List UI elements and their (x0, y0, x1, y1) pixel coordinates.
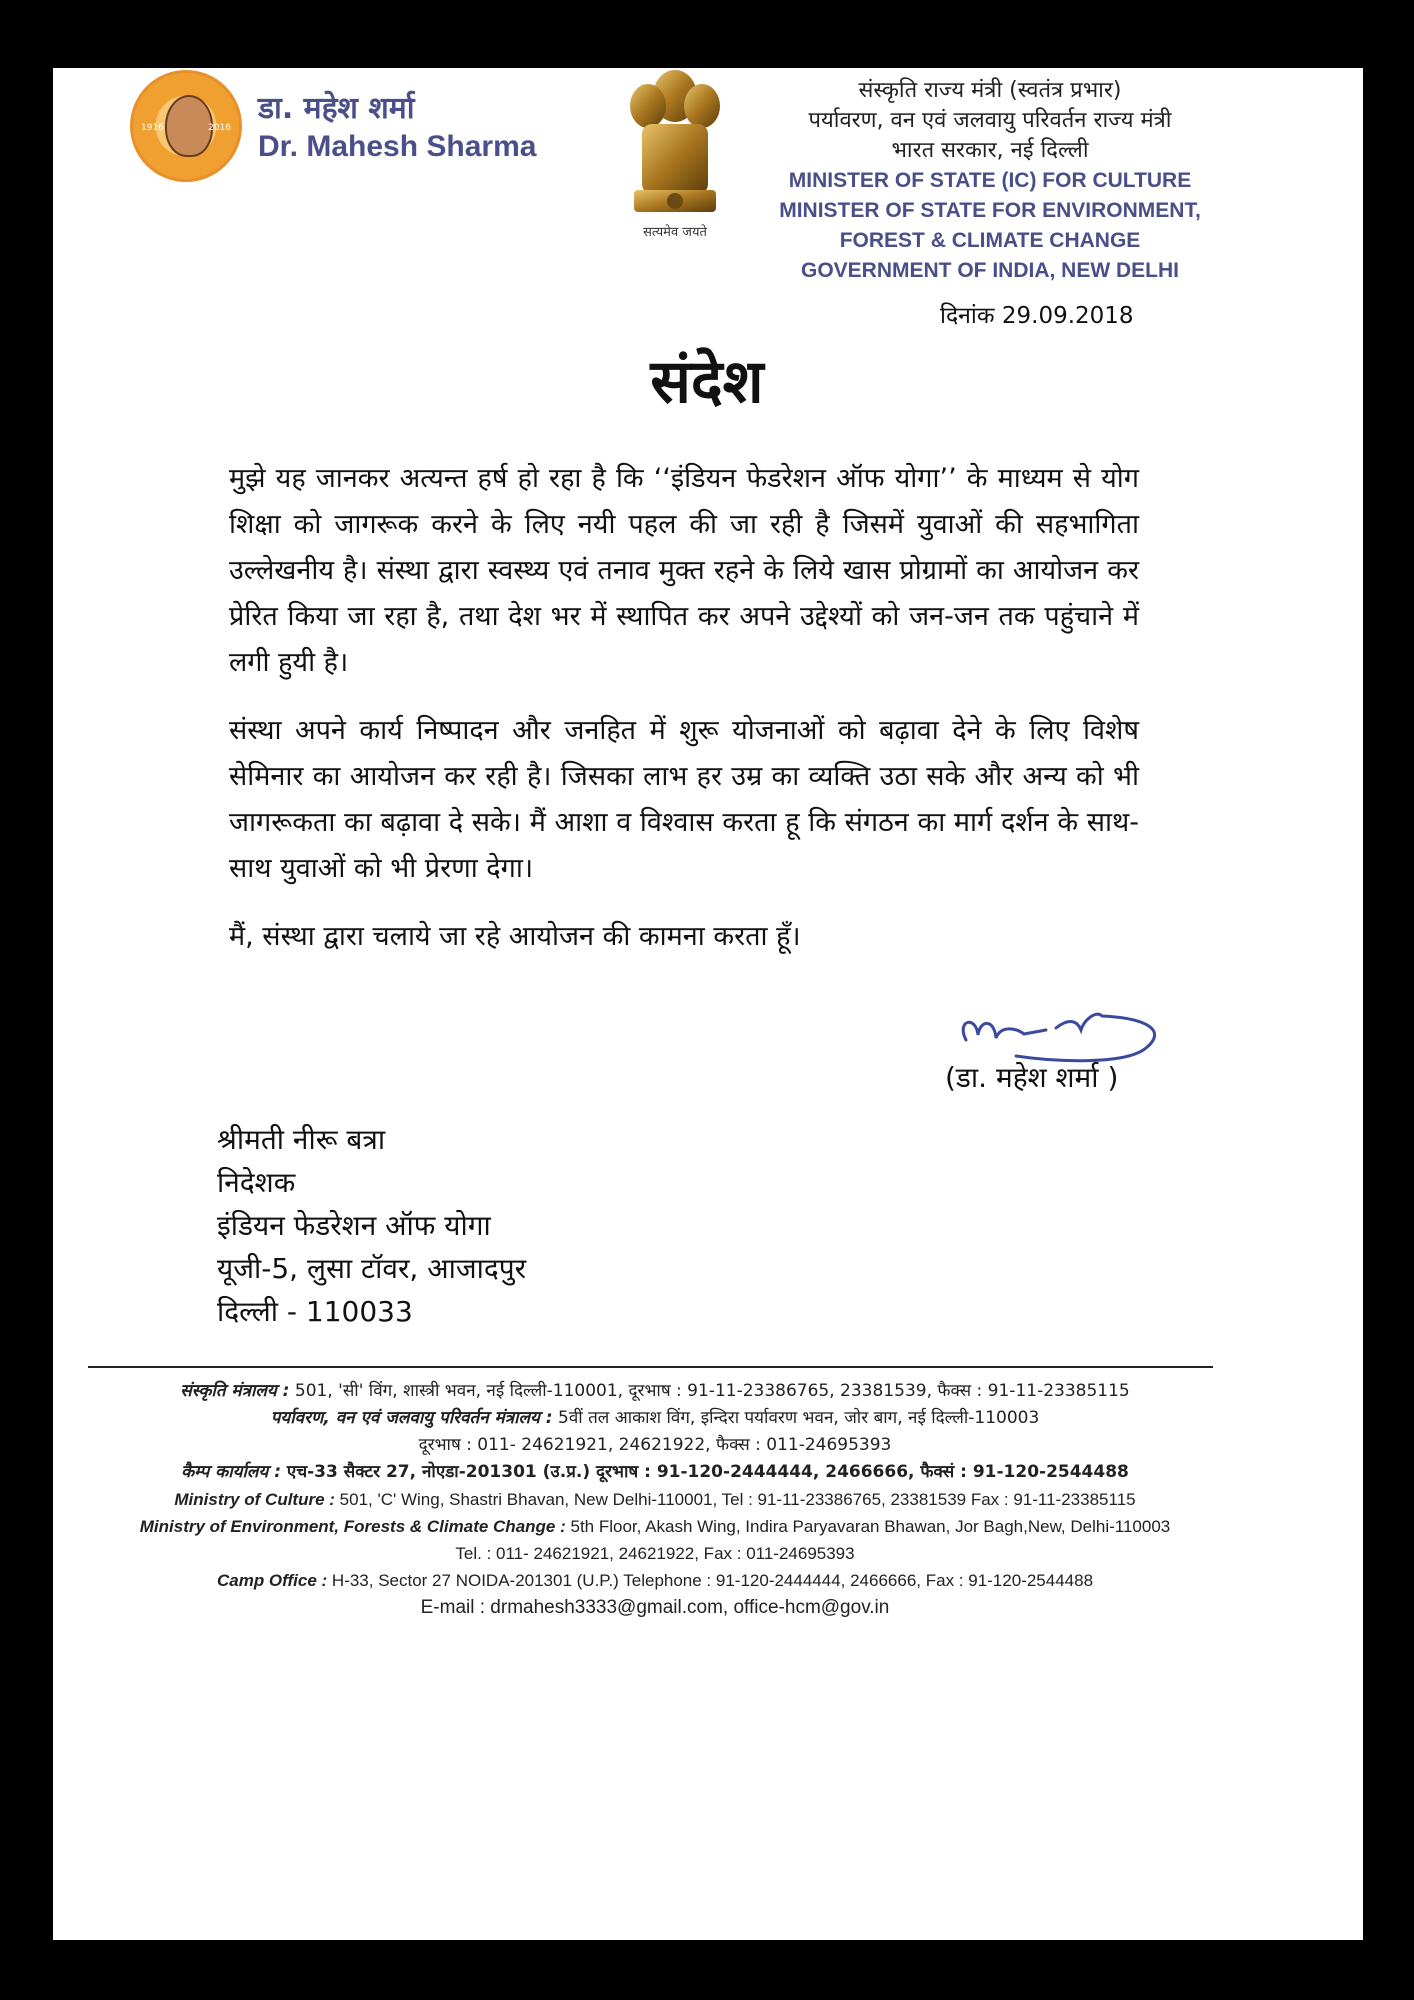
message-heading: संदेश (650, 347, 764, 417)
recipient-line: इंडियन फेडरेशन ऑफ योगा (217, 1209, 491, 1242)
footer-text: 501, 'सी' विंग, शास्त्री भवन, नई दिल्ली-110001, दूरभाष : 91-11-23386765, 23381539, फैक्स : 91-11-23385115 (289, 1381, 1130, 1401)
footer-label: Camp Office : (216, 1571, 328, 1590)
minister-name-english: Dr. Mahesh Sharma (258, 130, 537, 163)
minister-name-hindi: डा. महेश शर्मा (258, 91, 415, 126)
medal-year-start: 1916 (141, 123, 164, 133)
portrait-icon (165, 95, 213, 157)
centenary-medal-logo (130, 70, 242, 182)
title-hindi-line: संस्कृति राज्य मंत्री (स्वतंत्र प्रभार) (858, 78, 1122, 103)
footer-text: एच-33 सैक्टर 27, नोएडा-201301 (उ.प्र.) दूरभाष : 91-120-2444444, 2466666, फैक्सं : 91-120-2544488 (281, 1462, 1129, 1482)
body-paragraph: संस्था अपने कार्य निष्पादन और जनहित में शुरू योजनाओं को बढ़ावा देने के लिए विशेष सेमिनार का आयोजन कर रही है। जिसका लाभ हर उम्र का व्यक्ति उठा सके और अन्य को भी जागरूकता का बढ़ावा दे सके। मैं आशा व विश्वास करता हू कि संगठन का मार्ग दर्शन के साथ-साथ युवाओं को भी प्रेरणा देगा। (229, 715, 1139, 884)
title-english-line: GOVERNMENT OF INDIA, NEW DELHI (801, 259, 1179, 282)
footer-text: H-33, Sector 27 NOIDA-201301 (U.P.) Telephone : 91-120-2444444, 2466666, Fax : 91-120-2544488 (327, 1571, 1094, 1590)
footer-label: Ministry of Environment, Forests & Climate Change : (139, 1517, 566, 1536)
title-english-line: FOREST & CLIMATE CHANGE (839, 229, 1141, 252)
medal-year-end: 2016 (208, 123, 231, 133)
emblem-motto: सत्यमेव जयते (643, 225, 707, 240)
footer-label: कैम्प कार्यालय : (181, 1462, 281, 1482)
title-english-line: MINISTER OF STATE FOR ENVIRONMENT, (779, 199, 1201, 222)
body-paragraph: मुझे यह जानकर अत्यन्त हर्ष हो रहा है कि ‘‘इंडियन फेडरेशन ऑफ योगा’’ के माध्यम से योग शिक्षा को जागरूक करने के लिए नयी पहल की जा रही है जिसमें युवाओं की सहभागिता उल्लेखनीय है। संस्था द्वारा स्वस्थ्य एवं तनाव मुक्त रहने के लिये खास प्रोग्रामों का आयोजन कर प्रेरित किया जा रहा है, तथा देश भर में स्थापित कर अपने उद्देश्यों को जन-जन तक पहुंचाने में लगी हुयी है। (229, 463, 1139, 678)
footer-contact (50, 1378, 1260, 1621)
recipient-line: श्रीमती नीरू बत्रा (217, 1123, 386, 1156)
title-hindi-line: भारत सरकार, नई दिल्ली (891, 138, 1089, 163)
footer-text: 5th Floor, Akash Wing, Indira Paryavaran Bhawan, Jor Bagh,New, Delhi-110003 (565, 1517, 1171, 1536)
letter-date: दिनांक 29.09.2018 (940, 303, 1134, 329)
signatory-name: (डा. महेश शर्मा ) (945, 1061, 1119, 1094)
recipient-line: यूजी-5, लुसा टॉवर, आजादपुर (217, 1252, 527, 1285)
minister-title-block (740, 76, 1240, 286)
national-emblem-icon (620, 58, 730, 238)
footer-text: 5वीं तल आकाश विंग, इन्दिरा पर्यावरण भवन, जोर बाग, नई दिल्ली-110003 (552, 1408, 1040, 1428)
recipient-line: दिल्ली - 110033 (217, 1295, 413, 1328)
title-english-line: MINISTER OF STATE (IC) FOR CULTURE (788, 169, 1192, 192)
footer-text: 501, 'C' Wing, Shastri Bhavan, New Delhi-110001, Tel : 91-11-23386765, 23381539 Fax : 91-11-23385115 (334, 1490, 1136, 1509)
recipient-address (217, 1118, 526, 1333)
body-paragraph: मैं, संस्था द्वारा चलाये जा रहे आयोजन की कामना करता हूँ। (229, 921, 801, 952)
footer-label: संस्कृति मंत्रालय : (180, 1381, 290, 1401)
footer-divider (88, 1366, 1213, 1368)
footer-label: पर्यावरण, वन एवं जलवायु परिवर्तन मंत्रालय : (270, 1408, 553, 1428)
footer-label: Ministry of Culture : (174, 1490, 335, 1509)
footer-email: E-mail : drmahesh3333@gmail.com, office-hcm@gov.in (420, 1597, 890, 1618)
recipient-line: निदेशक (217, 1166, 296, 1199)
footer-text: Tel. : 011- 24621921, 24621922, Fax : 011-24695393 (455, 1544, 855, 1563)
footer-text: दूरभाष : 011- 24621921, 24621922, फैक्स : 011-24695393 (418, 1435, 892, 1455)
title-hindi-line: पर्यावरण, वन एवं जलवायु परिवर्तन राज्य मंत्री (808, 108, 1172, 133)
message-body (229, 456, 1139, 982)
